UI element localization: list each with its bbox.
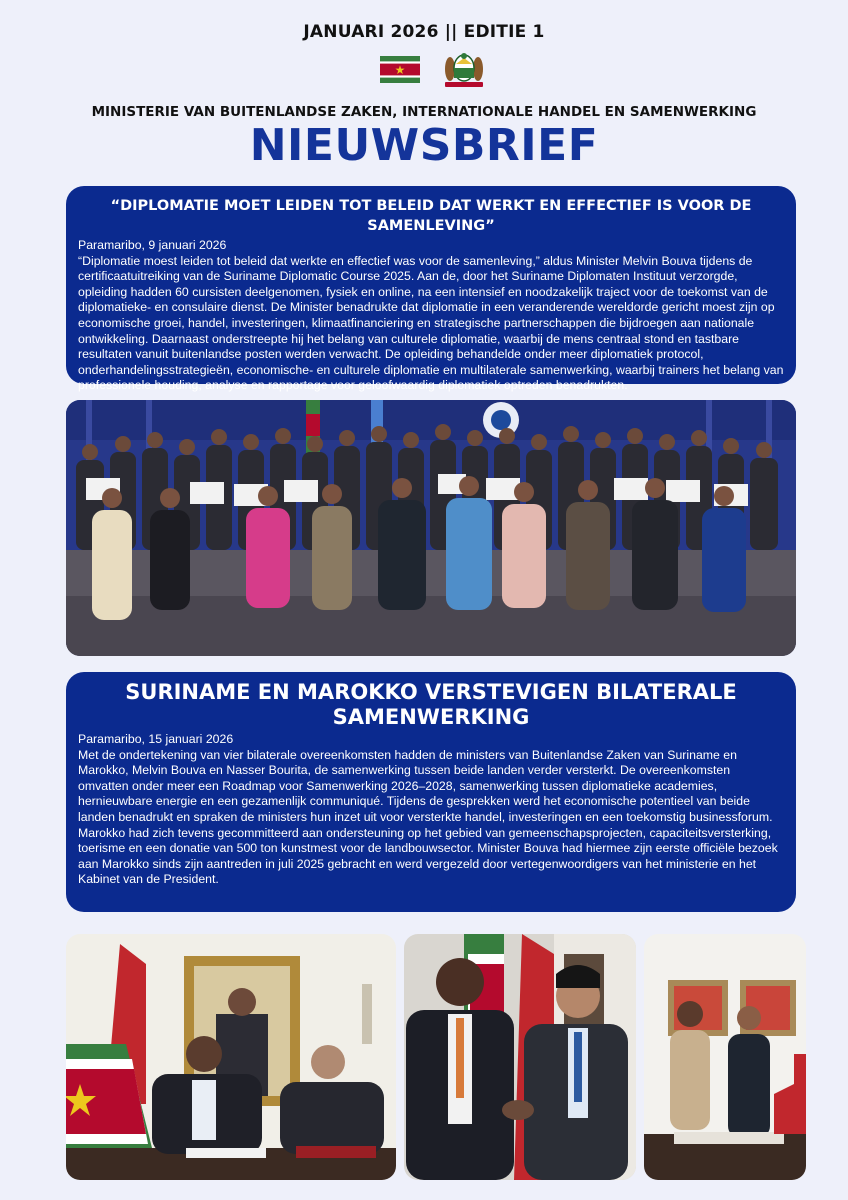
article-dateline: Paramaribo, 9 januari 2026 [78, 238, 227, 252]
suriname-flag-icon [380, 56, 420, 88]
article-diplomacy [66, 186, 796, 393]
emblems [380, 52, 490, 88]
article-body: “Diplomatie moest leiden tot beleid dat werkte en effectief was voor de samenleving,” aldus Minister Melvin Bouva tijdens de certificaatuitreiking van de Suriname Diplomatic Course 2025. Aan de, door het Suriname Diplomaten Instituut verzorgde, opleiding hadden 60 cursisten deelgenomen, fysiek en online, na een intensief en noodzakelijk traject voor de toekomst van de diplomatieke- en consulaire dienst. De Minister benadrukte dat diplomatie in een veranderende wereldorde gericht moest zijn op economische groei, handel, investeringen, klimaatfinanciering en strategische partnerschappen die bijdroegen aan nationale ontwikkeling. Daarnaast onderstreepte hij het belang van culturele diplomatie, waarbij de mens centraal stond en tastbare resultaten vanuit buitenlandse posten werden verwacht. De opleiding behandelde onder meer diplomatiek protocol, onderhandelingsstrategieën, economische- en culturele diplomatie en multilaterale samenwerking, waarbij trainers het belang van professionele houding, analyse en rapportage voor geloofwaardig diplomatiek optreden benadrukten. [78, 253, 784, 393]
ministry-name: MINISTERIE VAN BUITENLANDSE ZAKEN, INTERNATIONALE HANDEL EN SAMENWERKING [91, 104, 757, 120]
newsletter-title: NIEUWSBRIEF [249, 120, 599, 171]
handshake-photo [404, 934, 636, 1180]
article-morocco [66, 672, 796, 912]
signing-photo [66, 934, 396, 1180]
article-title: “DIPLOMATIE MOET LEIDEN TOT BELEID DAT WERKT EN EFFECTIEF IS VOOR DE SAMENLEVING” [110, 198, 752, 234]
article-dateline: Paramaribo, 15 januari 2026 [78, 732, 234, 746]
edition-line: JANUARI 2026 || EDITIE 1 [303, 22, 545, 42]
article-body: Met de ondertekening van vier bilaterale overeenkomsten hadden de ministers van Buitenlandse Zaken van Suriname en Marokko, Melvin Bouva en Nasser Bourita, de samenwerking tussen beide landen verder versterkt. De overeenkomsten omvatten onder meer een Roadmap voor Samenwerking 2026–2028, samenwerking tussen diplomatieke academies, hernieuwbare energie en een gezamenlijk communiqué. Tijdens de gesprekken werd het economische potentieel van beide landen benadrukt en spraken de ministers hun inzet uit voor versterkte handel, investeringen en een toekomstig businessforum. Marokko had zich tevens gecommitteerd aan ondersteuning op het gebied van gemeenschapsprojecten, capaciteitsversterking, toerisme en een donatie van 500 ton kunstmest voor de landbouwsector. Minister Bouva had hiermee zijn eerste officiële bezoek aan Marokko sinds zijn aantreden in juli 2025 gebracht en werd vergezeld door vertegenwoordigers van het ministerie en het Kabinet van de President. [78, 747, 778, 887]
article-title: SURINAME EN MAROKKO VERSTEVIGEN BILATERALE SAMENWERKING [125, 680, 737, 729]
group-photo [66, 400, 796, 656]
suriname-coat-of-arms-icon [444, 52, 484, 93]
meeting-photo [644, 934, 806, 1180]
